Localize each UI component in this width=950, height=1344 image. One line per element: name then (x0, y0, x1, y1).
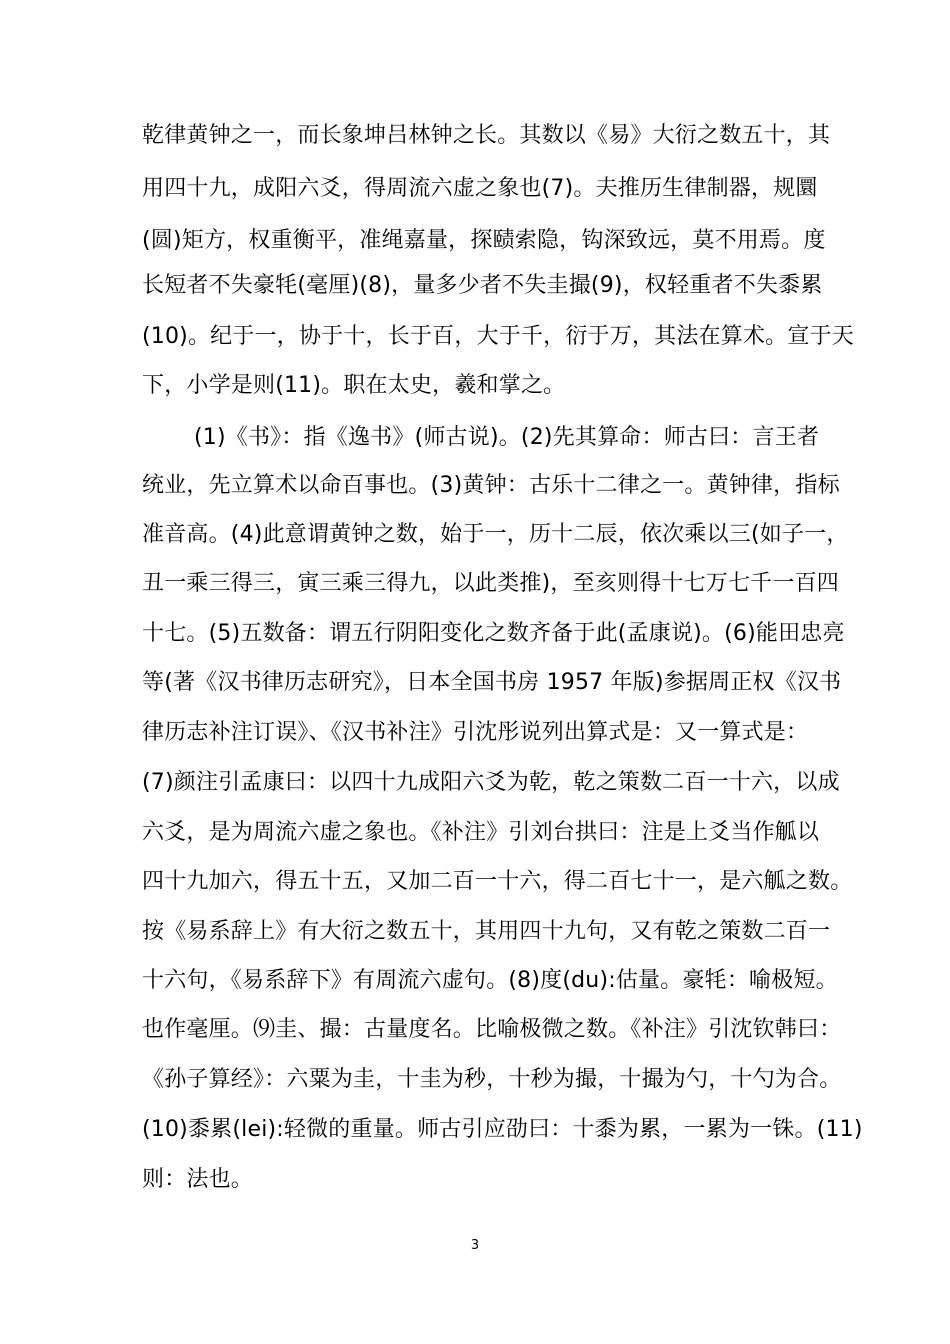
page-number: 3 (470, 1238, 480, 1253)
text-line: (7)颜注引孟康曰：以四十九成阳六爻为乾，乾之策数二百一十六，以成 (142, 770, 840, 795)
text-line: 准音高。(4)此意谓黄钟之数，始于一，历十二辰，依次乘以三(如子一， (142, 522, 849, 547)
text-line: 下，小学是则(11)。职在太史，羲和掌之。 (142, 373, 566, 398)
text-line: 统业，先立算术以命百事也。(3)黄钟：古乐十二律之一。黄钟律，指标 (142, 473, 840, 498)
text-line: 按《易系辞上》有大衍之数五十，其用四十九句，又有乾之策数二百一 (142, 919, 831, 944)
text-line: 则：法也。 (142, 1167, 254, 1192)
text-line: 等(著《汉书律历志研究》，日本全国书房 1957 年版)参据周正权《汉书 (142, 670, 842, 695)
text-line: (10)。纪于一，协于十，长于百，大于千，衍于万，其法在算术。宣于天 (142, 324, 854, 349)
text-line: 《孙子算经》：六粟为圭，十圭为秒，十秒为撮，十撮为勺，十勺为合。 (142, 1067, 842, 1092)
text-line: 十六句，《易系辞下》有周流六虚句。(8)度(du):估量。豪牦：喻极短。 (142, 968, 838, 993)
text-line: 律历志补注订误》、《汉书补注》引沈彤说列出算式是：又一算式是： (142, 720, 809, 745)
text-line: 四十九加六，得五十五，又加二百一十六，得二百七十一，是六觚之数。 (142, 869, 853, 894)
text-line: 乾律黄钟之一，而长象坤吕林钟之长。其数以《易》大衍之数五十，其 (142, 123, 831, 148)
text-line: 丑一乘三得三，寅三乘三得九，以此类推)，至亥则得十七万七千一百四 (142, 571, 839, 596)
text-line: (10)黍累(lei):轻微的重量。师古引应劭曰：十黍为累，一累为一铢。(11) (142, 1117, 863, 1142)
text-line: (1)《书》：指《逸书》(师古说)。(2)先其算命：师古曰：言王者 (194, 425, 820, 450)
text-line: 用四十九，成阳六爻，得周流六虚之象也(7)。夫推历生律制器，规圜 (142, 176, 818, 201)
text-line: 长短者不失豪牦(毫厘)(8)，量多少者不失圭撮(9)，权轻重者不失黍累 (142, 273, 823, 298)
text-line: 十七。(5)五数备：谓五行阴阳变化之数齐备于此(孟康说)。(6)能田忠亮 (142, 621, 845, 646)
text-line: 也作毫厘。⑼圭、撮：古量度名。比喻极微之数。《补注》引沈钦韩曰： (142, 1017, 842, 1042)
text-line: 六爻，是为周流六虚之象也。《补注》引刘台拱曰：注是上爻当作觚以 (142, 820, 820, 845)
text-line: (圆)矩方，权重衡平，准绳嘉量，探赜索隐，钩深致远，莫不用焉。度 (142, 228, 826, 253)
